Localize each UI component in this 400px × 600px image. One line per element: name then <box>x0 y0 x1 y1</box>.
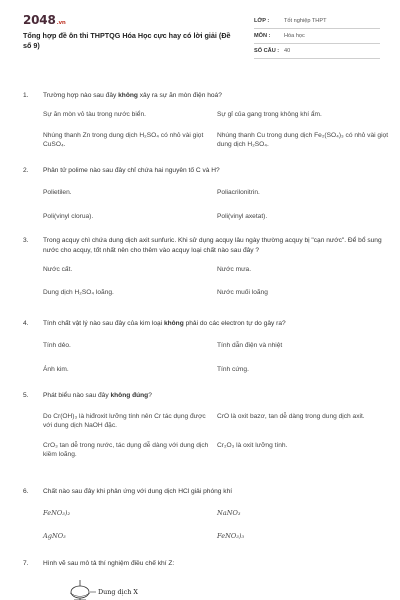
question-4 <box>23 319 383 374</box>
question-5 <box>23 391 383 459</box>
question-text: Chất nào sau đây khi phản ứng với dung dịch HCl giải phóng khí <box>43 488 233 495</box>
answer-option[interactable]: FeNO₃)₃ <box>217 532 245 540</box>
answer-option[interactable]: Nước muối loãng <box>217 289 268 296</box>
diagram-label: Dung dịch X <box>98 588 138 596</box>
answer-option[interactable]: Nước mưa. <box>217 266 252 273</box>
answer-option[interactable]: Tính dẻo. <box>43 342 71 349</box>
question-text: Trường hợp nào sau đây không xảy ra sự ăn mòn điện hoá? <box>43 92 222 99</box>
question-number: 5. <box>23 392 29 399</box>
meta-value: Tốt nghiệp THPT <box>284 18 327 24</box>
meta-key: SỐ CÂU : <box>254 48 280 54</box>
answer-option[interactable]: Sự ăn mòn vỏ tàu trong nước biển. <box>43 111 146 118</box>
answer-options <box>43 509 383 541</box>
question-7 <box>23 559 383 569</box>
answer-option[interactable]: Poli(vinyl axetat). <box>217 213 268 220</box>
answer-option[interactable]: Nhúng thanh Zn trong dung dịch H₂SO₄ có nhỏ vài giọt CuSO₄. <box>43 132 204 148</box>
question-text: Tính chất vật lý nào sau đây của kim loại không phải do các electron tự do gây ra? <box>43 320 286 327</box>
answer-option[interactable]: Ánh kim. <box>43 366 69 373</box>
answer-option[interactable]: Cr₂O₃ là oxit lưỡng tính. <box>217 442 288 449</box>
answer-options <box>43 412 383 459</box>
answer-options <box>43 188 383 221</box>
question-text: Phân tử polime nào sau đây chỉ chứa hai nguyên tố C và H? <box>43 167 220 174</box>
answer-option[interactable]: Do Cr(OH)₃ là hiđroxit lưỡng tính nên Cr tác dụng được với dung dịch NaOH đặc. <box>43 413 206 429</box>
meta-value: Hóa học <box>284 33 305 39</box>
question-number: 7. <box>23 560 29 567</box>
question-3 <box>23 236 383 297</box>
question-6 <box>23 487 383 541</box>
document-title: Tổng hợp đề ôn thi THPTQG Hóa Học cực hay có lời giải (Đề số 9) <box>23 31 231 50</box>
document-header <box>0 0 400 78</box>
question-number: 1. <box>23 92 29 99</box>
site-logo[interactable] <box>23 13 66 27</box>
meta-key: MÔN : <box>254 33 271 39</box>
answer-options <box>43 110 389 149</box>
answer-option[interactable]: Polietilen. <box>43 189 72 196</box>
question-number: 6. <box>23 488 29 495</box>
question-2 <box>23 166 383 221</box>
answer-option[interactable]: Poliacrilonitrin. <box>217 189 260 196</box>
question-text: Phát biểu nào sau đây không đúng? <box>43 392 152 399</box>
meta-row-count <box>254 44 380 59</box>
question-text: Trong acquy chì chứa dung dịch axit sunfuric. Khi sử dụng acquy lâu ngày thường acquy bị "cạn nước". Để bổ sung nước cho acquy, tốt nhất nên cho thêm vào acquy loại chất nào sau đây ? <box>43 237 382 254</box>
meta-row-subject <box>254 29 380 44</box>
answer-option[interactable]: Sự gỉ của gang trong không khí ẩm. <box>217 111 322 118</box>
answer-option[interactable]: FeNO₃)₂ <box>43 509 71 517</box>
meta-row-class <box>254 14 380 29</box>
meta-value: 40 <box>284 48 291 54</box>
answer-options <box>43 265 383 297</box>
question-number: 2. <box>23 167 29 174</box>
answer-option[interactable]: NaNO₃ <box>217 509 241 517</box>
answer-option[interactable]: Tính cứng. <box>217 366 249 373</box>
answer-option[interactable]: Nhúng thanh Cu trong dung dịch Fe₂(SO₄)₃ có nhỏ vài giọt dung dịch H₂SO₄. <box>217 132 389 148</box>
question-number: 4. <box>23 320 29 327</box>
logo-suffix-text: .vn <box>56 20 66 26</box>
answer-option[interactable]: Dung dịch H₂SO₄ loãng. <box>43 289 114 296</box>
answer-option[interactable]: Nước cất. <box>43 266 73 273</box>
logo-main-text: 2048 <box>23 13 56 27</box>
answer-option[interactable]: Tính dẫn điện và nhiệt <box>217 342 283 349</box>
question-number: 3. <box>23 237 29 244</box>
answer-option[interactable]: AgNO₃ <box>43 532 66 540</box>
answer-option[interactable]: CrO₃ tan dễ trong nước, tác dụng dễ dàng với dung dịch kiềm loãng. <box>43 442 209 458</box>
lab-apparatus-diagram <box>58 580 208 600</box>
question-text: Hình vẽ sau mô tả thí nghiệm điều chế khí Z: <box>43 560 175 567</box>
answer-option[interactable]: Poli(vinyl clorua). <box>43 213 94 220</box>
question-1 <box>23 91 389 149</box>
funnel-bulb <box>71 586 89 598</box>
meta-key: LỚP : <box>254 18 270 24</box>
answer-options <box>43 341 383 374</box>
answer-option[interactable]: CrO là oxit bazơ, tan dễ dàng trong dung dịch axit. <box>217 413 365 420</box>
document-meta <box>254 14 380 59</box>
